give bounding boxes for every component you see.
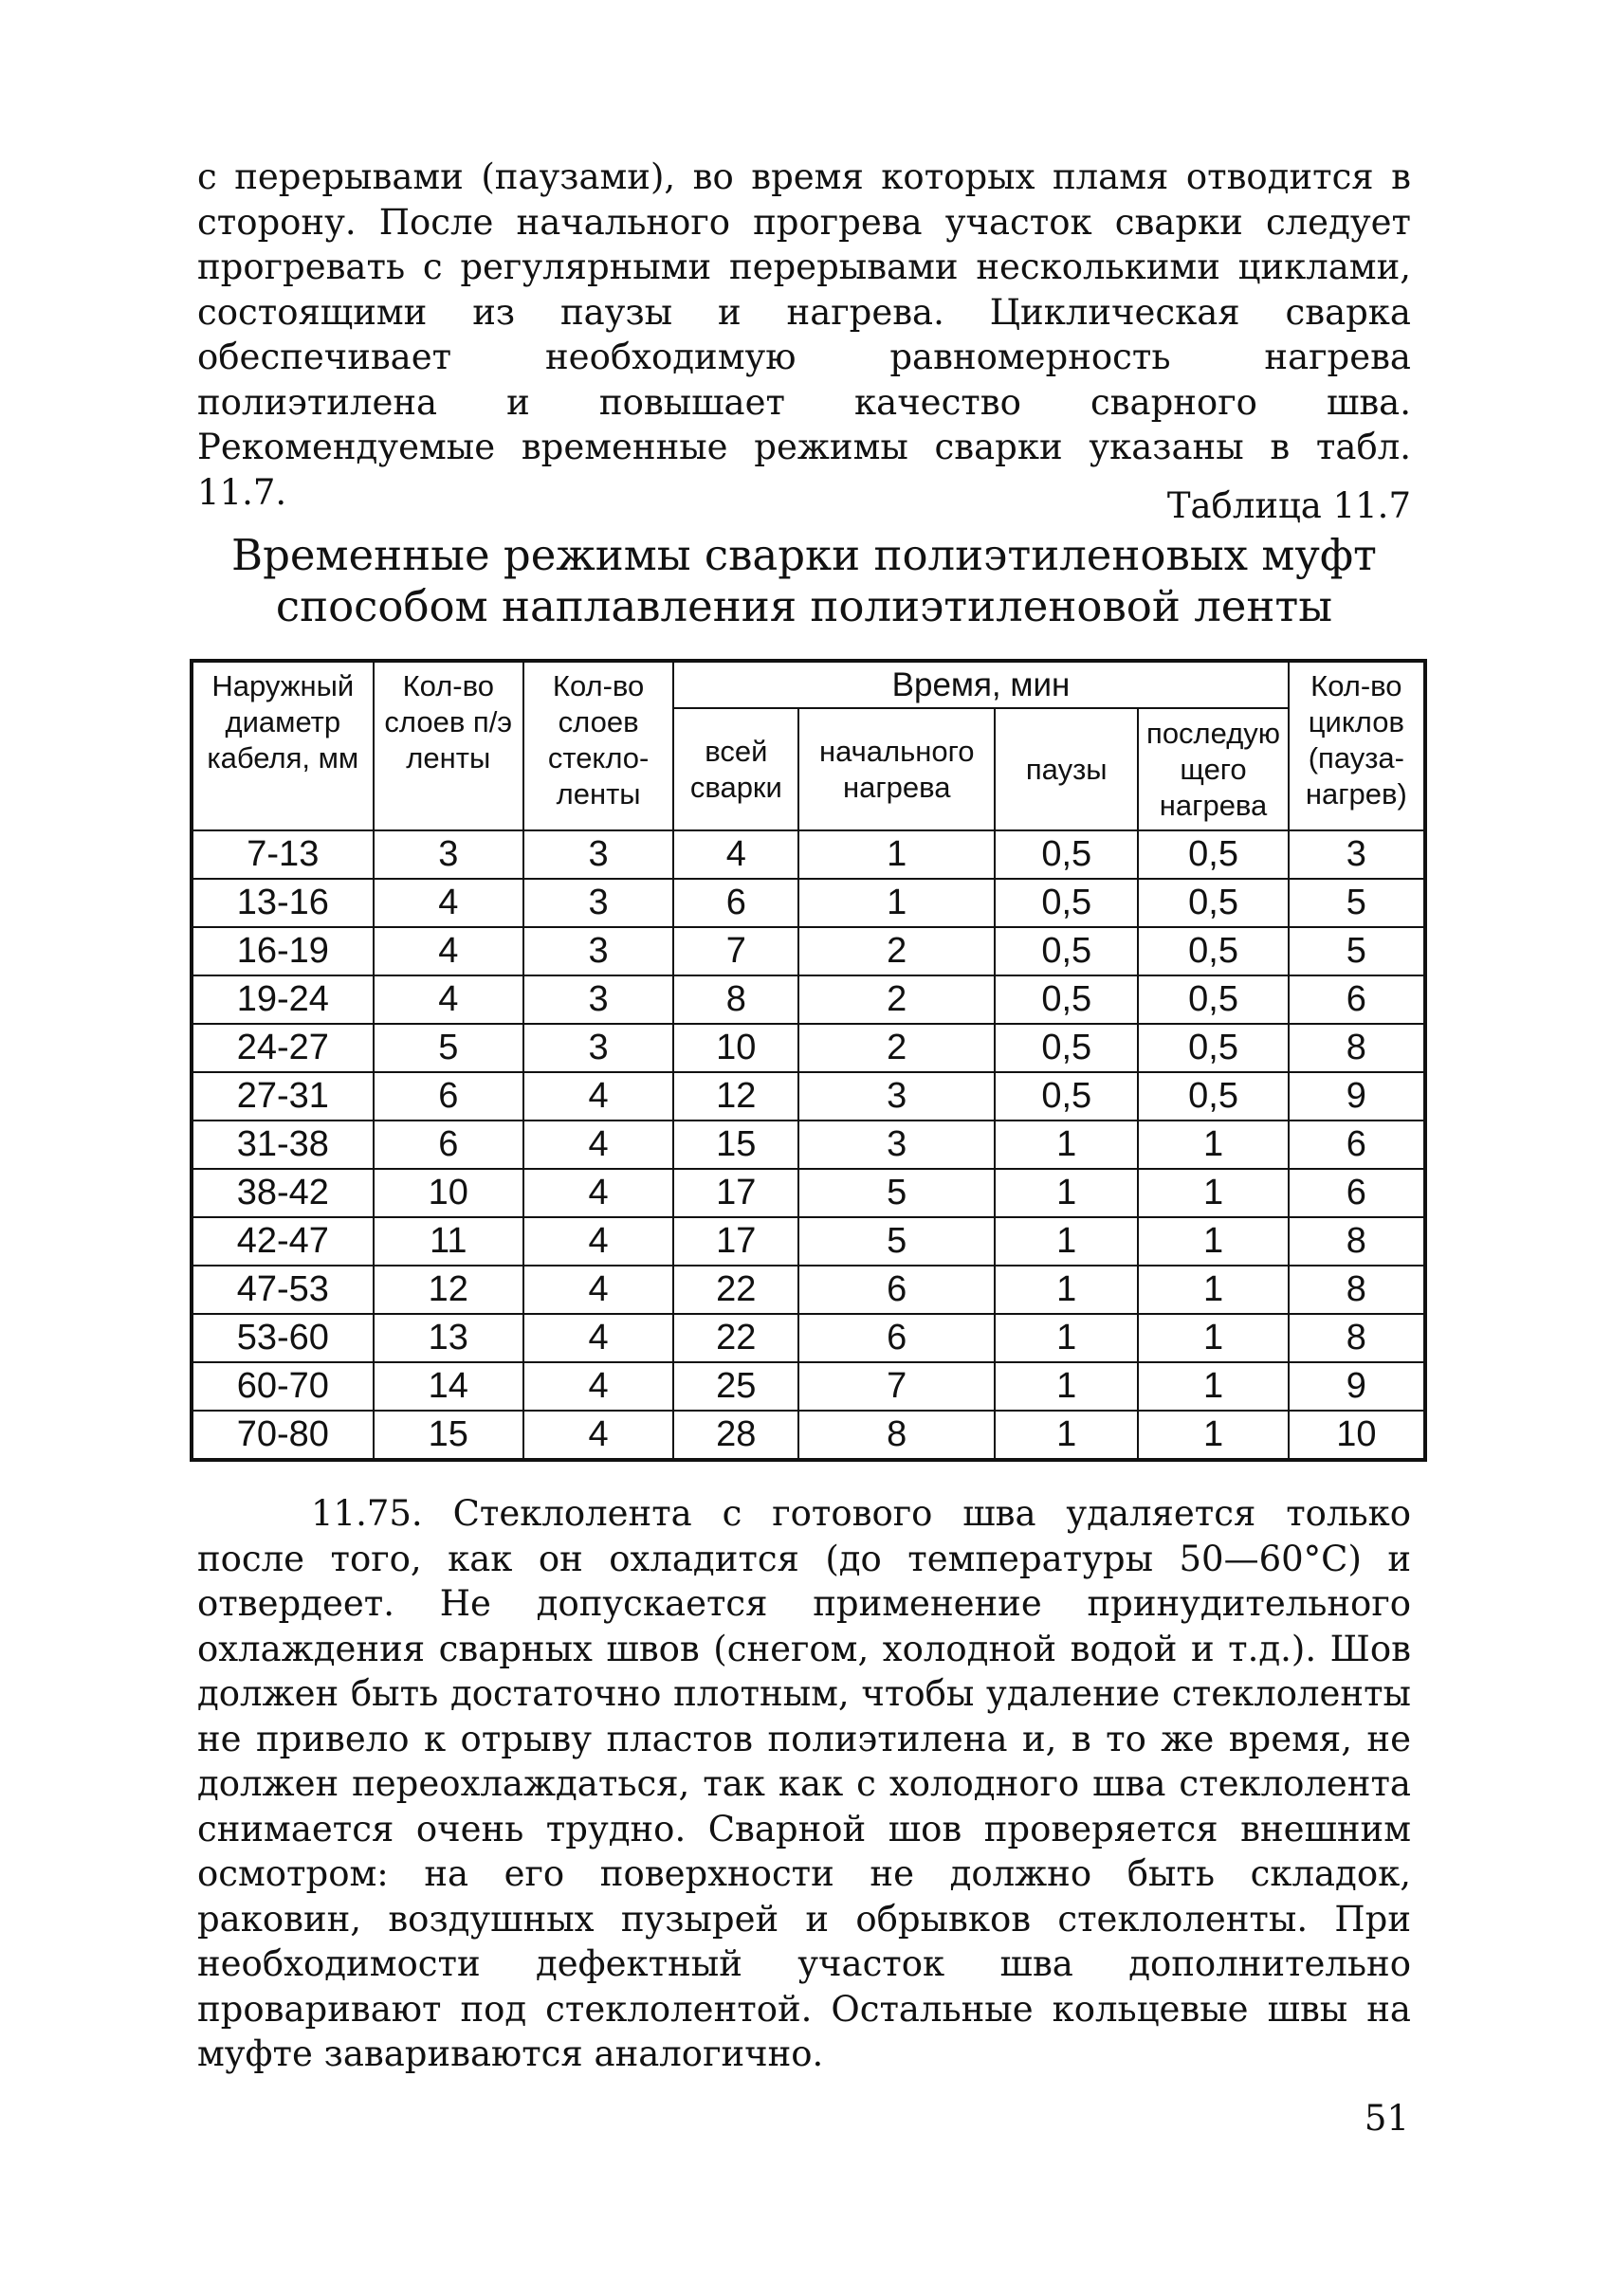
table-cell: 9 [1289,1072,1425,1121]
table-cell: 4 [523,1266,673,1314]
table-cell: 3 [523,1024,673,1072]
table-cell: 47-53 [192,1266,374,1314]
table-cell: 4 [523,1169,673,1217]
table-cell: 1 [995,1362,1138,1411]
header-subsequent-heating: последую щего нагрева [1138,708,1288,830]
table-cell: 1 [1138,1411,1288,1460]
table-cell: 1 [995,1314,1138,1362]
table-cell: 1 [1138,1362,1288,1411]
table-row [192,1072,1425,1121]
table-cell: 4 [523,1411,673,1460]
table-cell: 24-27 [192,1024,374,1072]
table-cell: 8 [1289,1266,1425,1314]
table-cell: 5 [1289,927,1425,975]
table-cell: 1 [995,1169,1138,1217]
table-cell: 5 [798,1169,995,1217]
table-cell: 6 [1289,975,1425,1024]
table-cell: 0,5 [1138,927,1288,975]
table-cell: 1 [1138,1217,1288,1266]
table-cell: 3 [374,830,523,879]
table-cell: 0,5 [995,1024,1138,1072]
header-initial-heating: начального нагрева [798,708,995,830]
table-cell: 0,5 [1138,1024,1288,1072]
table-cell: 22 [673,1266,798,1314]
table-cell: 3 [798,1072,995,1121]
table-row [192,1024,1425,1072]
page-number: 51 [1364,2098,1409,2139]
header-layers-pe: Кол-во слоев п/э ленты [374,661,523,830]
table-cell: 1 [798,879,995,927]
table-title-line-1: Временные режимы сварки полиэтиленовых муфт [231,530,1377,580]
table-cell: 12 [374,1266,523,1314]
table-cell: 60-70 [192,1362,374,1411]
table-cell: 8 [1289,1217,1425,1266]
table-cell: 4 [374,975,523,1024]
table-row [192,1362,1425,1411]
table-cell: 4 [374,879,523,927]
table-cell: 25 [673,1362,798,1411]
header-diameter: Наружный диаметр кабеля, мм [192,661,374,830]
table-cell: 4 [523,1121,673,1169]
table-cell: 1 [798,830,995,879]
table-caption: Таблица 11.7 [1166,485,1411,526]
table-cell: 19-24 [192,975,374,1024]
table-cell: 6 [1289,1169,1425,1217]
table-row [192,1169,1425,1217]
table-cell: 1 [1138,1266,1288,1314]
table-cell: 2 [798,975,995,1024]
table-cell: 31-38 [192,1121,374,1169]
table-cell: 4 [673,830,798,879]
table-title [197,530,1411,632]
table-cell: 5 [798,1217,995,1266]
table-cell: 0,5 [1138,1072,1288,1121]
table-cell: 3 [523,975,673,1024]
table-cell: 6 [1289,1121,1425,1169]
table-cell: 0,5 [995,1072,1138,1121]
table-cell: 0,5 [995,830,1138,879]
table-row [192,927,1425,975]
table-cell: 16-19 [192,927,374,975]
table-row [192,830,1425,879]
table-row [192,1121,1425,1169]
welding-modes-table [190,659,1427,1462]
table-cell: 9 [1289,1362,1425,1411]
table-cell: 70-80 [192,1411,374,1460]
table-cell: 38-42 [192,1169,374,1217]
table-cell: 4 [374,927,523,975]
table-cell: 15 [374,1411,523,1460]
table-cell: 13 [374,1314,523,1362]
table-cell: 1 [995,1266,1138,1314]
table-cell: 0,5 [995,927,1138,975]
paragraph-bottom: 11.75. Стеклолента с готового шва удаляется только после того, как он охладится (до температуры 50—60°С) и отвердеет. Не допускается применение принудительного охлаждения сварных швов (снегом, холодной водой и т.д.). Шов должен быть достаточно плотным, чтобы удаление стеклоленты не привело к отрыву пластов полиэтилена и, в то же время, не должен переохлаждаться, так как с холодного шва стеклолента снимается очень трудно. Сварной шов проверяется внешним осмотром: на его поверхности не должно быть складок, раковин, воздушных пузырей и обрывков стеклоленты. При необходимости дефектный участок шва дополнительно проваривают под стеклолентой. Остальные кольцевые швы на муфте завариваются аналогично. [197,1493,1411,2074]
table-cell: 14 [374,1362,523,1411]
table-cell: 53-60 [192,1314,374,1362]
table-cell: 6 [374,1072,523,1121]
table-cell: 6 [673,879,798,927]
table-cell: 8 [1289,1314,1425,1362]
table-cell: 22 [673,1314,798,1362]
table-cell: 2 [798,927,995,975]
table-cell: 0,5 [1138,830,1288,879]
table-cell: 27-31 [192,1072,374,1121]
table-cell: 10 [374,1169,523,1217]
table-cell: 1 [1138,1169,1288,1217]
table-row [192,1314,1425,1362]
table-cell: 0,5 [1138,879,1288,927]
table-cell: 6 [798,1266,995,1314]
table-cell: 7-13 [192,830,374,879]
table-cell: 17 [673,1169,798,1217]
table-cell: 8 [1289,1024,1425,1072]
table-cell: 1 [995,1121,1138,1169]
table-cell: 5 [374,1024,523,1072]
header-cycles: Кол-во циклов (пауза-нагрев) [1289,661,1425,830]
table-cell: 1 [1138,1121,1288,1169]
table-row [192,1266,1425,1314]
header-time-group: Время, мин [673,661,1288,708]
table-cell: 0,5 [995,879,1138,927]
table-cell: 4 [523,1314,673,1362]
table-cell: 0,5 [1138,975,1288,1024]
table-row [192,1217,1425,1266]
table-row [192,879,1425,927]
table-cell: 4 [523,1217,673,1266]
table-body [192,830,1425,1460]
table-cell: 7 [673,927,798,975]
table-cell: 13-16 [192,879,374,927]
table-cell: 3 [523,879,673,927]
table-cell: 4 [523,1362,673,1411]
table-cell: 1 [1138,1314,1288,1362]
table-cell: 7 [798,1362,995,1411]
table-cell: 28 [673,1411,798,1460]
table-cell: 17 [673,1217,798,1266]
paragraph-top: с перерывами (паузами), во время которых пламя отводится в сторону. После начального прогрева участок сварки следует прогревать с регулярными перерывами несколькими циклами, состоящими из паузы и нагрева. Циклическая сварка обеспечивает необходимую равномерность нагрева полиэтилена и повышает качество сварного шва. Рекомендуемые временные режимы сварки указаны в табл. 11.7. [197,156,1411,513]
table-cell: 12 [673,1072,798,1121]
table-cell: 42-47 [192,1217,374,1266]
header-layers-glass: Кол-во слоев стекло-ленты [523,661,673,830]
table-cell: 3 [523,927,673,975]
table-cell: 1 [995,1411,1138,1460]
header-total-welding: всей сварки [673,708,798,830]
table-cell: 0,5 [995,975,1138,1024]
table-cell: 5 [1289,879,1425,927]
table-cell: 8 [798,1411,995,1460]
table-row [192,975,1425,1024]
table-cell: 3 [798,1121,995,1169]
table-cell: 6 [374,1121,523,1169]
table-cell: 8 [673,975,798,1024]
table-cell: 3 [523,830,673,879]
table-cell: 6 [798,1314,995,1362]
table-title-line-2: способом наплавления полиэтиленовой ленты [275,581,1333,631]
table-cell: 11 [374,1217,523,1266]
header-pauses: паузы [995,708,1138,830]
table-cell: 15 [673,1121,798,1169]
table-cell: 10 [1289,1411,1425,1460]
table-cell: 3 [1289,830,1425,879]
table-cell: 10 [673,1024,798,1072]
table-cell: 1 [995,1217,1138,1266]
table-cell: 2 [798,1024,995,1072]
table-cell: 4 [523,1072,673,1121]
table-row [192,1411,1425,1460]
